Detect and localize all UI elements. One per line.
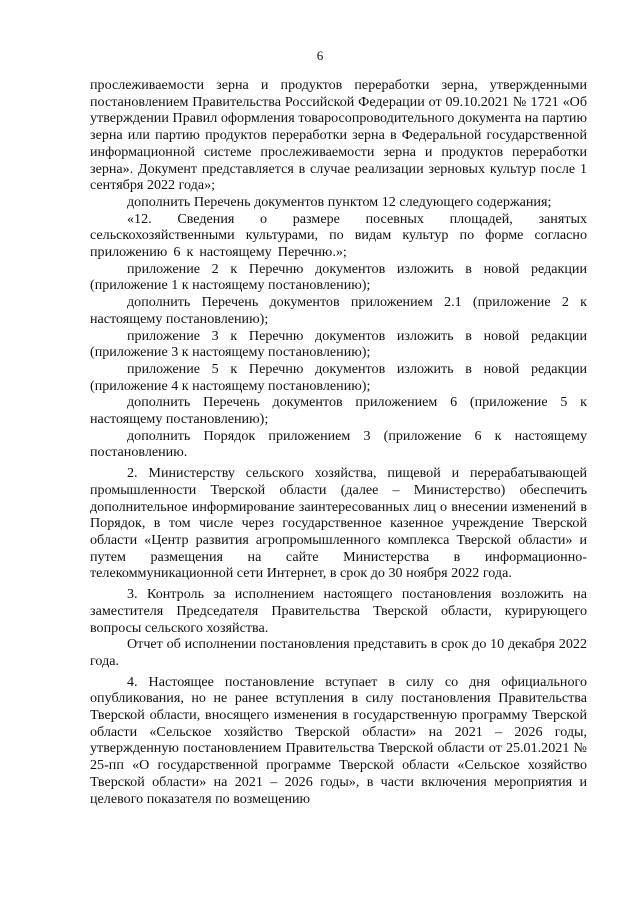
paragraph-3: «12. Сведения о размере посевных площадей, занятых сельскохозяйственными культурами, по видам культур по форме согласно приложению 6 к настоящему Перечню.»; (90, 210, 587, 261)
page-number: 6 (316, 48, 324, 63)
paragraph-9: дополнить Порядок приложением 3 (приложение 6 к настоящему постановлению. (90, 427, 587, 461)
paragraph-13: 4. Настоящее постановление вступает в силу со дня официального опубликования, но не ранее вступления в силу постановления Правительства Тверской области, вносящего изменения в государственную программу Тверской области «Сельское хозяйство Тверской области» на 2021 – 2026 годы, утвержденную постановлением Правительства Тверской области от 25.01.2021 № 25-пп «О государственной программе Тверской области «Сельское хозяйство Тверской области» на 2021 – 2026 годы», в части включения мероприятия и целевого показателя по возмещению (90, 673, 587, 807)
paragraph-8: дополнить Перечень документов приложением 6 (приложение 5 к настоящему постановлению); (90, 394, 587, 428)
document-body (90, 77, 587, 807)
paragraph-11: 3. Контроль за исполнением настоящего постановления возложить на заместителя Председателя Правительства Тверской области, курирующего вопросы сельского хозяйства. (90, 586, 587, 636)
paragraph-12: Отчет об исполнении постановления представить в срок до 10 декабря 2022 года. (90, 636, 587, 669)
paragraph-7: приложение 5 к Перечню документов изложить в новой редакции (приложение 4 к настоящему постановлению); (90, 360, 587, 394)
paragraph-2: дополнить Перечень документов пунктом 12 следующего содержания; (127, 193, 552, 210)
paragraph-1: прослеживаемости зерна и продуктов переработки зерна, утвержденными постановлением Правительства Российской Федерации от 09.10.2021 № 1721 «Об утверждении Правил оформления товаросопроводительного документа на партию зерна или партию продуктов переработки зерна в Федеральной государственной информационной системе прослеживаемости зерна и продуктов переработки зерна». Документ представляется в случае реализации зерновых культур после 1 сентября 2022 года»; (90, 77, 587, 194)
paragraph-6: приложение 3 к Перечню документов изложить в новой редакции (приложение 3 к настоящему постановлению); (90, 327, 587, 361)
paragraph-4: приложение 2 к Перечню документов изложить в новой редакции (приложение 1 к настоящему постановлению); (90, 260, 587, 294)
paragraph-5: дополнить Перечень документов приложением 2.1 (приложение 2 к настоящему постановлению); (90, 294, 587, 327)
paragraph-10: 2. Министерству сельского хозяйства, пищевой и перерабатывающей промышленности Тверской области (далее – Министерство) обеспечить дополнительное информирование заинтересованных лиц о внесении изменений в Порядок, в том числе через государственное казенное учреждение Тверской области «Центр развития агропромышленного комплекса Тверской области» и путем размещения на сайте Министерства в информационно-телекоммуникационной сети Интернет, в срок до 30 ноября 2022 года. (90, 465, 587, 582)
